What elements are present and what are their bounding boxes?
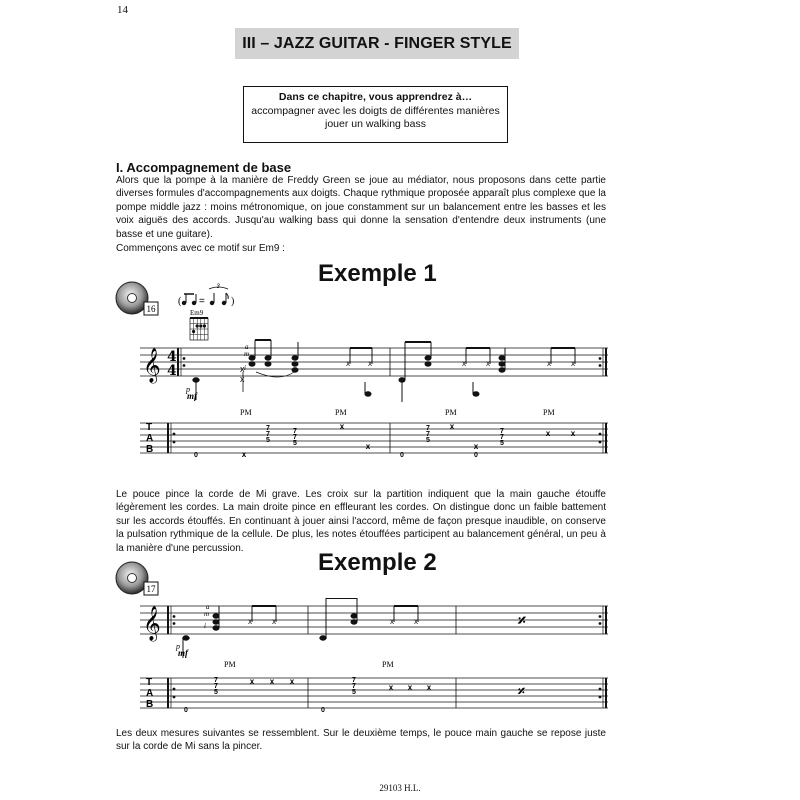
svg-text:x: x xyxy=(272,617,276,626)
tab-mute: x xyxy=(269,677,275,686)
svg-text:x: x xyxy=(240,364,245,374)
dynamic-marking: mf xyxy=(187,391,197,401)
tab-letter: B xyxy=(146,699,154,710)
palm-mute-mark: PM xyxy=(382,660,394,669)
tab-letter: A xyxy=(146,688,154,699)
treble-clef-icon: 𝄞 xyxy=(143,606,161,641)
swing-marking xyxy=(178,284,234,307)
track-number: 17 xyxy=(146,584,156,594)
tab-number: 7 xyxy=(426,425,430,432)
tab-number: 7 xyxy=(352,677,356,684)
example-2-score xyxy=(110,598,610,718)
palm-mute-mark: PM xyxy=(445,408,457,417)
notes-measure-2 xyxy=(399,342,575,402)
svg-text:x: x xyxy=(414,617,418,626)
svg-text:x: x xyxy=(571,359,575,368)
palm-mute-mark: PM xyxy=(240,408,252,417)
palm-mute-mark: PM xyxy=(224,660,236,669)
finger-m: m xyxy=(244,350,250,358)
measure-repeat-icon: 𝄎 xyxy=(518,684,525,700)
page-number: 14 xyxy=(117,4,128,16)
finger-i: i xyxy=(244,364,246,372)
paragraph-after-example-1: Le pouce pince la corde de Mi grave. Les croix sur la partition indiquent que la main gauche étouffe légèrement les cordes. La main droite pince en effleurant les cordes. On distingue donc un faible battement sur les accords étouffés. En continuant à jouer ainsi l'accord, même de façon presque inaudible, on conserve la pulsation rythmique de la cellule. De plus, les notes étouffées participent au balancement général, un peu à la manière d'une percussion. xyxy=(116,489,606,554)
svg-text:(: ( xyxy=(178,296,182,307)
chord-name: Em9 xyxy=(190,309,204,317)
tab-number: 5 xyxy=(293,440,297,447)
tab-number: 0 xyxy=(400,452,404,459)
tab-number: 0 xyxy=(194,452,198,459)
audio-cd-icon xyxy=(114,560,164,600)
svg-text:x: x xyxy=(390,617,394,626)
tab-number: 5 xyxy=(426,437,430,444)
tab-number: 0 xyxy=(321,707,325,714)
tab-mute: x xyxy=(407,683,413,692)
tab-number: 7 xyxy=(293,434,297,441)
tab-number: 7 xyxy=(293,428,297,435)
tab-repeat-end xyxy=(599,678,606,708)
svg-text:x: x xyxy=(368,359,372,368)
tab-number: 7 xyxy=(500,428,504,435)
finger-p: p xyxy=(176,642,180,651)
palm-mute-mark: PM xyxy=(543,408,555,417)
measure-repeat-icon: 𝄎 xyxy=(518,611,526,630)
tab-number: 7 xyxy=(352,683,356,690)
tab-mute: x xyxy=(545,429,551,438)
tab-mutes xyxy=(242,422,576,459)
tab-number: 7 xyxy=(214,683,218,690)
staff xyxy=(140,606,608,634)
triplet-number: 3 xyxy=(216,284,220,290)
svg-text:=: = xyxy=(199,296,205,307)
tab-mute: x xyxy=(289,677,295,686)
section-heading: I. Accompagnement de base xyxy=(116,160,292,175)
tab-mute: x xyxy=(241,450,247,459)
chapter-title-banner xyxy=(235,28,519,59)
tab-mute: x xyxy=(339,422,345,431)
tab-number: 5 xyxy=(266,437,270,444)
objective-item: accompagner avec les doigts de différentes manières xyxy=(251,105,500,117)
chapter-objectives-box xyxy=(243,86,508,143)
finger-a: a xyxy=(245,343,249,351)
tab-number: 7 xyxy=(214,677,218,684)
dynamic-marking: mf xyxy=(178,648,188,658)
tab-mute: x xyxy=(570,429,576,438)
tab-mute: x xyxy=(388,683,394,692)
tab-mute: x xyxy=(249,677,255,686)
finger-a: a xyxy=(206,603,210,611)
svg-text:x: x xyxy=(547,359,551,368)
tab-number: 7 xyxy=(426,431,430,438)
finger-p: p xyxy=(186,385,190,394)
tab-staff xyxy=(140,423,608,453)
staff xyxy=(140,348,608,376)
tab-number: 5 xyxy=(500,440,504,447)
intro-paragraph: Alors que la pompe à la manière de Freddy Green se joue au médiator, nous proposons dans cette partie diverses formules d'accompagnements aux doigts. Chaque rythmique proposée apparaît plus complexe que la pompe middle jazz : moins métronomique, on joue constamment sur un balancement entre les basses et les voix aiguës des accords. Jusqu'au walking bass qui donne la sensation d'entendre deux instruments (une basse et une guitare). xyxy=(116,175,606,240)
svg-text:x: x xyxy=(462,359,466,368)
tab-repeat-start xyxy=(168,423,175,453)
tab-number: 5 xyxy=(214,689,218,696)
tab-number: 0 xyxy=(474,452,478,459)
tab-number: 7 xyxy=(266,431,270,438)
finger-m: m xyxy=(204,610,210,618)
tab-repeat-end xyxy=(599,423,606,453)
svg-text:x: x xyxy=(248,617,252,626)
example-1-score xyxy=(110,282,610,462)
svg-text:x: x xyxy=(240,374,245,384)
tab-mute: x xyxy=(473,442,479,451)
svg-text:): ) xyxy=(231,296,235,307)
lead-in-paragraph: Commençons avec ce motif sur Em9 : xyxy=(116,243,285,254)
tab-letter: T xyxy=(146,677,153,688)
tab-number: 7 xyxy=(500,434,504,441)
footer-code: 29103 H.L. xyxy=(379,783,421,793)
tab-letter: T xyxy=(146,422,153,433)
notes-measure-1 xyxy=(192,340,372,400)
finger-i: i xyxy=(204,622,206,630)
paragraph-after-example-2: Les deux mesures suivantes se ressemblent. Sur le deuxième temps, le pouce main gauche se repose juste sur la corde de Mi sans la pincer. xyxy=(116,728,606,753)
tab-staff xyxy=(140,678,608,708)
svg-text:x: x xyxy=(486,359,490,368)
tab-mute: x xyxy=(449,422,455,431)
objectives-title: Dans ce chapitre, vous apprendrez à… xyxy=(278,91,473,103)
example-2-title: Exemple 2 xyxy=(318,549,437,576)
svg-text:x: x xyxy=(346,359,350,368)
treble-clef-icon: 𝄞 xyxy=(143,348,161,383)
time-signature-bottom: 4 xyxy=(167,363,177,379)
tab-number: 7 xyxy=(266,425,270,432)
chord-diagram-em9 xyxy=(190,309,208,340)
chapter-title: III – JAZZ GUITAR - FINGER STYLE xyxy=(242,34,512,52)
tab-number: 0 xyxy=(184,707,188,714)
tab-repeat-start xyxy=(168,678,175,708)
tab-letter: B xyxy=(146,444,154,455)
tab-letter: A xyxy=(146,433,154,444)
palm-mute-mark: PM xyxy=(335,408,347,417)
track-number: 16 xyxy=(146,304,156,314)
tab-mute: x xyxy=(365,442,371,451)
tab-mute: x xyxy=(426,683,432,692)
tab-number: 5 xyxy=(352,689,356,696)
tab-numbers xyxy=(194,425,504,459)
notes-measure-1 xyxy=(182,606,276,658)
example-1-title: Exemple 1 xyxy=(318,260,437,287)
objective-item: jouer un walking bass xyxy=(325,118,426,130)
time-signature-top: 4 xyxy=(167,349,177,365)
